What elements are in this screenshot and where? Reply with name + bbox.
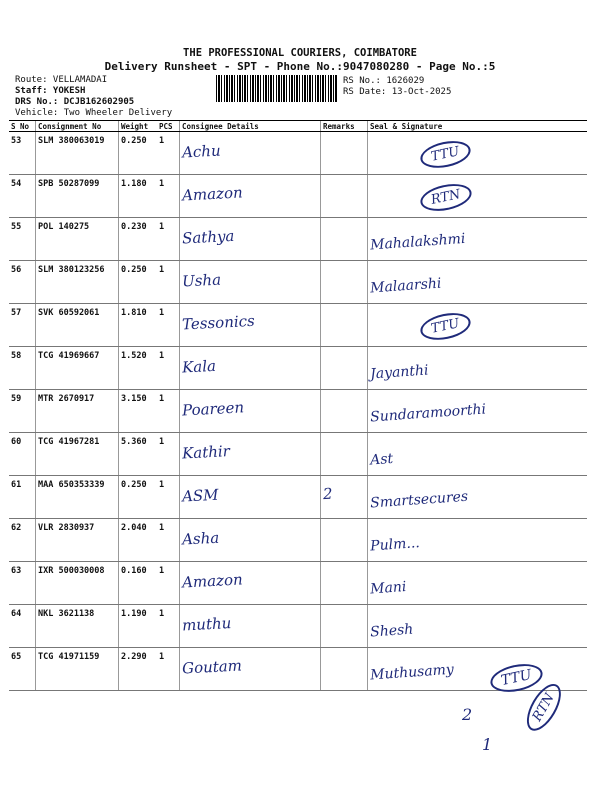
row-remarks-ink	[323, 655, 365, 657]
row-consignee-name	[180, 433, 321, 476]
rs-date: RS Date: 13-Oct-2025	[343, 87, 452, 97]
runsheet-table	[9, 120, 587, 691]
table-row	[9, 218, 587, 261]
row-consignee-name	[180, 132, 321, 175]
row-consignment: TCG 41967281	[36, 433, 119, 476]
row-consignee-name	[180, 605, 321, 648]
row-consignee-name	[180, 519, 321, 562]
row-consignment: NKL 3621138	[36, 605, 119, 648]
row-pcs: 1	[157, 476, 180, 519]
rs-number: RS No.: 1626029	[343, 76, 425, 86]
col-weight: Weight	[119, 121, 158, 132]
row-sno: 65	[9, 648, 36, 691]
table-row	[9, 175, 587, 218]
row-weight: 1.180	[119, 175, 158, 218]
row-signature	[368, 347, 588, 390]
row-consignee-name	[180, 218, 321, 261]
row-weight: 0.160	[119, 562, 158, 605]
row-signature-ink: RTN	[418, 180, 474, 215]
row-sno: 57	[9, 304, 36, 347]
row-signature	[368, 433, 588, 476]
row-consignee-name	[180, 648, 321, 691]
row-remarks-ink	[323, 612, 365, 614]
row-signature-ink: Smartsecures	[369, 488, 469, 512]
row-pcs: 1	[157, 304, 180, 347]
row-signature	[368, 175, 588, 218]
row-weight: 2.290	[119, 648, 158, 691]
row-consignment: MTR 2670917	[36, 390, 119, 433]
row-signature-ink: Malaarshi	[369, 275, 442, 297]
row-consignee-name-ink: Usha	[181, 270, 222, 291]
col-signature: Seal & Signature	[368, 121, 588, 132]
row-remarks-ink	[323, 397, 365, 399]
row-remarks-ink	[323, 225, 365, 227]
row-remarks-ink	[323, 182, 365, 184]
row-signature-ink: Sundaramoorthi	[369, 401, 487, 426]
footer-count-1: 2	[462, 705, 473, 724]
vehicle: Vehicle: Two Wheeler Delivery	[15, 108, 173, 118]
table-row	[9, 261, 587, 304]
table-row	[9, 519, 587, 562]
row-consignment: VLR 2830937	[36, 519, 119, 562]
row-remarks	[321, 519, 368, 562]
row-signature-ink: Mahalakshmi	[369, 230, 466, 254]
row-consignee-name-ink: Kathir	[181, 442, 231, 463]
row-sno: 56	[9, 261, 36, 304]
runsheet-subtitle: Delivery Runsheet - SPT - Phone No.:9047080280 - Page No.:5	[104, 60, 496, 73]
row-signature-ink: Mani	[369, 578, 407, 598]
row-remarks	[321, 132, 368, 175]
table-row	[9, 433, 587, 476]
row-remarks	[321, 390, 368, 433]
row-sno: 55	[9, 218, 36, 261]
row-signature	[368, 261, 588, 304]
col-sno: S No	[9, 121, 36, 132]
row-consignee-name-ink: Asha	[181, 528, 220, 549]
row-weight: 1.190	[119, 605, 158, 648]
staff: Staff: YOKESH	[15, 86, 86, 96]
row-consignee-name-ink: Achu	[181, 141, 222, 162]
row-remarks-ink	[323, 139, 365, 141]
row-remarks	[321, 175, 368, 218]
table-row	[9, 304, 587, 347]
row-weight: 2.040	[119, 519, 158, 562]
row-sno: 59	[9, 390, 36, 433]
row-consignee-name-ink: muthu	[181, 613, 232, 635]
row-pcs: 1	[157, 648, 180, 691]
row-weight: 0.250	[119, 476, 158, 519]
row-signature	[368, 519, 588, 562]
row-consignee-name-ink: ASM	[181, 485, 219, 506]
row-consignment: TCG 41971159	[36, 648, 119, 691]
row-weight: 0.230	[119, 218, 158, 261]
row-remarks-ink: 2	[322, 484, 334, 504]
row-remarks	[321, 648, 368, 691]
row-pcs: 1	[157, 261, 180, 304]
footer-stamp-ttu: TTU	[488, 660, 545, 696]
row-remarks	[321, 562, 368, 605]
row-pcs: 1	[157, 562, 180, 605]
row-signature	[368, 304, 588, 347]
row-signature-ink: Ast	[369, 450, 394, 469]
row-signature	[368, 390, 588, 433]
row-remarks	[321, 433, 368, 476]
row-sno: 62	[9, 519, 36, 562]
row-consignee-name	[180, 261, 321, 304]
row-signature-ink: TTU	[418, 137, 473, 172]
row-pcs: 1	[157, 433, 180, 476]
row-sno: 64	[9, 605, 36, 648]
row-pcs: 1	[157, 218, 180, 261]
row-consignment: IXR 500030008	[36, 562, 119, 605]
row-sno: 58	[9, 347, 36, 390]
row-remarks-ink	[323, 569, 365, 571]
row-consignment: SPB 50287099	[36, 175, 119, 218]
row-signature-ink: Shesh	[369, 621, 414, 641]
row-sno: 61	[9, 476, 36, 519]
row-signature	[368, 218, 588, 261]
row-weight: 3.150	[119, 390, 158, 433]
col-remarks: Remarks	[321, 121, 368, 132]
row-pcs: 1	[157, 519, 180, 562]
row-sno: 63	[9, 562, 36, 605]
footer-stamps	[462, 665, 558, 754]
row-consignment: SVK 60592061	[36, 304, 119, 347]
footer-stamp-rtn: RTN	[520, 679, 567, 736]
table-row	[9, 347, 587, 390]
row-consignee-name	[180, 347, 321, 390]
row-sno: 60	[9, 433, 36, 476]
row-remarks	[321, 347, 368, 390]
row-consignee-name-ink: Kala	[181, 356, 217, 377]
row-weight: 5.360	[119, 433, 158, 476]
row-weight: 0.250	[119, 261, 158, 304]
row-weight: 1.520	[119, 347, 158, 390]
row-sno: 54	[9, 175, 36, 218]
row-sno: 53	[9, 132, 36, 175]
row-consignee-name-ink: Sathya	[181, 226, 235, 248]
row-consignee-name	[180, 476, 321, 519]
row-signature	[368, 562, 588, 605]
table-row	[9, 562, 587, 605]
row-remarks-ink	[323, 311, 365, 313]
row-consignee-name	[180, 175, 321, 218]
row-pcs: 1	[157, 605, 180, 648]
row-remarks-ink	[323, 440, 365, 442]
row-pcs: 1	[157, 347, 180, 390]
col-pcs: PCS	[157, 121, 180, 132]
row-consignee-name-ink: Amazon	[181, 183, 244, 205]
row-remarks	[321, 476, 368, 519]
col-consignment: Consignment No	[36, 121, 119, 132]
row-pcs: 1	[157, 175, 180, 218]
table-header-row	[9, 121, 587, 132]
row-signature	[368, 476, 588, 519]
table-row	[9, 132, 587, 175]
row-remarks-ink	[323, 354, 365, 356]
drs-number: DRS No.: DCJB162602905	[15, 97, 135, 107]
row-weight: 0.250	[119, 132, 158, 175]
row-consignment: SLM 380063019	[36, 132, 119, 175]
row-consignment: POL 140275	[36, 218, 119, 261]
row-signature-ink: TTU	[418, 309, 473, 344]
row-remarks	[321, 218, 368, 261]
footer-count-2: 1	[482, 735, 493, 754]
barcode	[216, 75, 338, 102]
row-consignee-name	[180, 304, 321, 347]
row-consignee-name	[180, 562, 321, 605]
row-remarks	[321, 605, 368, 648]
row-weight: 1.810	[119, 304, 158, 347]
col-consignee: Consignee Details	[180, 121, 321, 132]
row-remarks	[321, 261, 368, 304]
row-consignment: MAA 650353339	[36, 476, 119, 519]
table-row	[9, 390, 587, 433]
row-signature	[368, 605, 588, 648]
row-pcs: 1	[157, 390, 180, 433]
row-consignment: TCG 41969667	[36, 347, 119, 390]
table-row	[9, 476, 587, 519]
row-consignment: SLM 380123256	[36, 261, 119, 304]
row-consignee-name-ink: Poareen	[181, 398, 245, 420]
row-signature-ink: Muthusamy	[369, 661, 455, 684]
route: Route: VELLAMADAI	[15, 75, 108, 85]
company-name: THE PROFESSIONAL COURIERS, COIMBATORE	[183, 47, 417, 59]
row-signature-ink: Pulm...	[369, 535, 421, 555]
row-consignee-name	[180, 390, 321, 433]
row-consignee-name-ink: Tessonics	[181, 311, 256, 334]
row-remarks-ink	[323, 526, 365, 528]
row-pcs: 1	[157, 132, 180, 175]
row-consignee-name-ink: Amazon	[181, 570, 244, 592]
row-consignee-name-ink: Goutam	[181, 656, 243, 678]
row-signature-ink: Jayanthi	[369, 362, 430, 383]
row-remarks	[321, 304, 368, 347]
row-remarks-ink	[323, 268, 365, 270]
table-row	[9, 605, 587, 648]
row-signature	[368, 132, 588, 175]
